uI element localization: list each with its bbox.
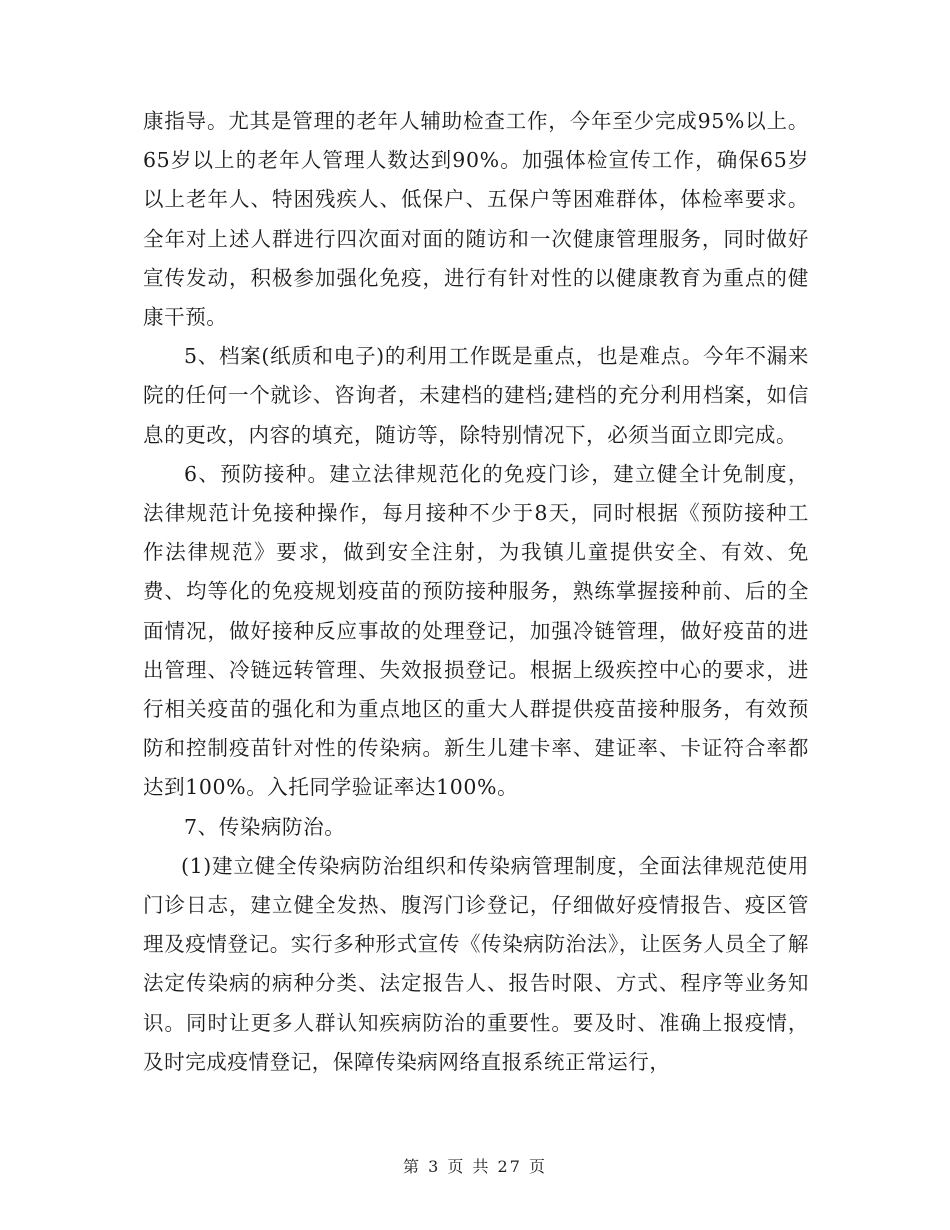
- paragraph-infectious-disease-heading: 7、传染病防治。: [184, 814, 346, 839]
- page-footer-number: 第 3 页 共 27 页: [403, 1157, 547, 1176]
- paragraph-infectious-disease-system: (1)建立健全传染病防治组织和传染病管理制度，全面法律规范使用门诊日志，建立健全发热、腹泻门诊登记，仔细做好疫情报告、疫区管理及疫情登记。实行多种形式宣传《传染病防治法》，让医务人员全了解法定传染病的病种分类、法定报告人、报告时限、方式、程序等业务知识。同时让更多人群认知疾病防治的重要性。要及时、准确上报疫情，及时完成疫情登记，保障传染病网络直报系统正常运行，: [143, 853, 809, 1074]
- paragraph-vaccination: 6、预防接种。建立法律规范化的免疫门诊，建立健全计免制度，法律规范计免接种操作，每月接种不少于8天，同时根据《预防接种工作法律规范》要求，做到安全注射，为我镇儿童提供安全、有效、免费、均等化的免疫规划疫苗的预防接种服务，熟练掌握接种前、后的全面情况，做好接种反应事故的处理登记，加强冷链管理，做好疫苗的进出管理、冷链远转管理、失效报损登记。根据上级疾控中心的要求，进行相关疫苗的强化和为重点地区的重大人群提供疫苗接种服务，有效预防和控制疫苗针对性的传染病。新生儿建卡率、建证率、卡证符合率都达到100%。入托同学验证率达100%。: [143, 461, 809, 800]
- paragraph-records-utilization: 5、档案(纸质和电子)的利用工作既是重点，也是难点。今年不漏来院的任何一个就诊、咨询者，未建档的建档;建档的充分利用档案，如信息的更改，内容的填充，随访等，除特别情况下，必须当面立即完成。: [143, 344, 809, 447]
- paragraph-continued-health-guidance: 康指导。尤其是管理的老年人辅助检查工作，今年至少完成95%以上。65岁以上的老年人管理人数达到90%。加强体检宣传工作，确保65岁以上老年人、特困残疾人、低保户、五保户等困难群体，体检率要求。全年对上述人群进行四次面对面的随访和一次健康管理服务，同时做好宣传发动，积极参加强化免疫，进行有针对性的以健康教育为重点的健康干预。: [143, 109, 809, 330]
- document-body: [143, 102, 809, 1082]
